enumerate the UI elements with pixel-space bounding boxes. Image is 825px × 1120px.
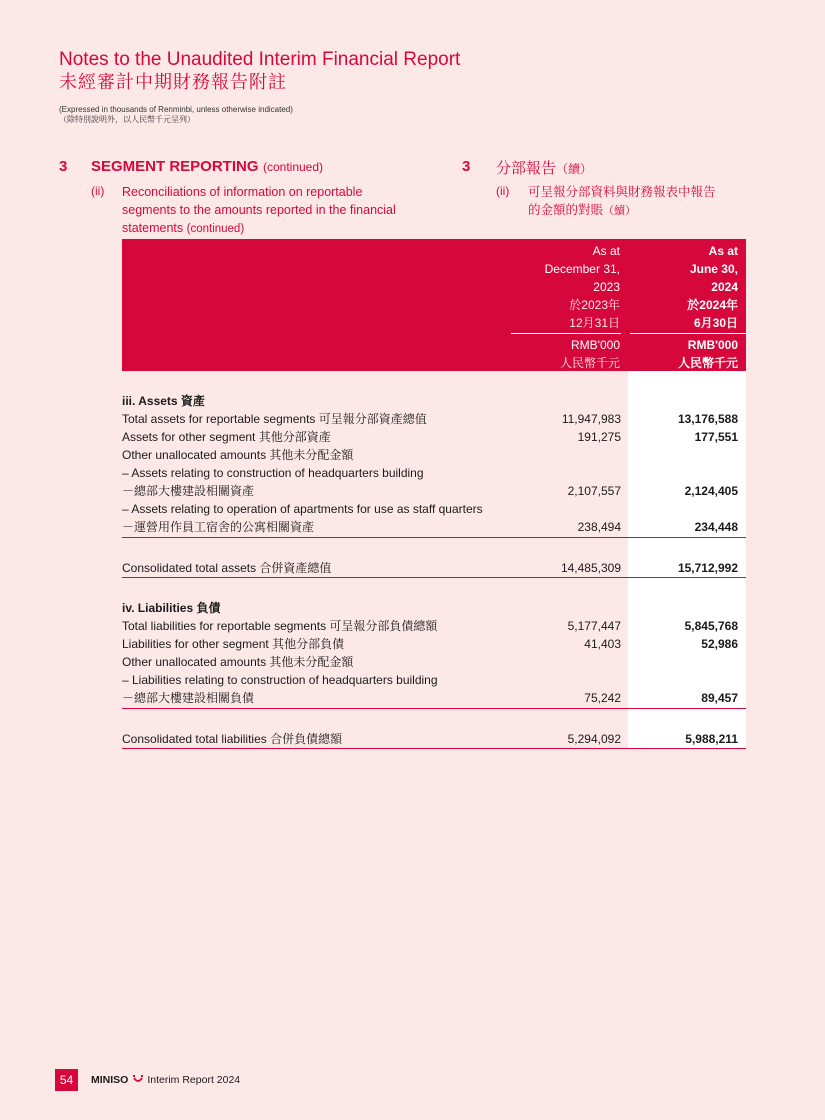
table-row: – Assets relating to construction of headquarters building (122, 466, 424, 480)
total-rule (122, 577, 746, 578)
table-row: – Assets relating to operation of apartments for use as staff quarters (122, 502, 483, 516)
subtotal-rule (122, 708, 746, 709)
table-row: Total liabilities for reportable segments 可呈報分部負債總額 5,177,447 5,845,768 (122, 619, 738, 633)
section-heading-en (91, 158, 323, 176)
report-name: Interim Report 2024 (147, 1074, 241, 1086)
table-row: – Liabilities relating to construction of headquarters building (122, 673, 438, 687)
table-row-total: Consolidated total assets 合併資產總值 14,485,309 15,712,992 (122, 561, 738, 575)
footer-brand (91, 1073, 240, 1089)
expressed-note (59, 105, 293, 125)
subsection-zh-line-2: 的金額的對賬（續） (528, 203, 637, 217)
expressed-note-en: (Expressed in thousands of Renminbi, unless otherwise indicated) (59, 105, 293, 114)
section-number-zh: 3 (462, 158, 471, 175)
table-row: Total assets for reportable segments 可呈報分部資產總值 11,947,983 13,176,588 (122, 412, 738, 426)
table-header (122, 239, 746, 371)
section-title-zh: 分部報告 (496, 160, 557, 177)
brand-name: MINISO (91, 1074, 129, 1086)
subsection-title-zh (528, 183, 716, 220)
subsection-line-3: statements (continued) (122, 221, 245, 235)
table-row: Liabilities for other segment 其他分部負債 41,403 52,986 (122, 637, 738, 651)
section-heading-zh (496, 157, 592, 178)
column-header-2024: As at June 30, 2024 於2024年 6月30日 (687, 244, 738, 330)
subsection-zh-line-1: 可呈報分部資料與財務報表中報告 (528, 185, 716, 199)
table-row: Other unallocated amounts 其他未分配金額 (122, 655, 354, 669)
table-row-total: Consolidated total liabilities 合併負債總額 5,294,092 5,988,211 (122, 732, 738, 746)
subtotal-rule (122, 537, 746, 538)
total-rule (122, 748, 746, 749)
subsection-number-en: (ii) (91, 184, 105, 198)
subsection-number-zh: (ii) (496, 184, 510, 198)
subsection-line-1: Reconciliations of information on reportable (122, 185, 363, 199)
section-number-en: 3 (59, 158, 68, 175)
smile-logo-icon (132, 1074, 144, 1089)
subsection-title-en (122, 183, 396, 238)
table-row: iii. Assets 資產 (122, 394, 205, 408)
column-unit-2024: RMB'000 人民幣千元 (677, 338, 738, 370)
table-row: Other unallocated amounts 其他未分配金額 (122, 448, 354, 462)
table-row: －運營用作員工宿舍的公寓相關資產 238,494 234,448 (122, 520, 738, 534)
header-divider-2023 (511, 333, 621, 334)
page-title-en: Notes to the Unaudited Interim Financial Report (59, 49, 461, 70)
expressed-note-zh: （除特別說明外，以人民幣千元呈列） (59, 115, 195, 124)
page-title-zh: 未經審計中期財務報告附註 (59, 72, 287, 92)
header-divider-2024 (630, 333, 746, 334)
table-row: Assets for other segment 其他分部資產 191,275 177,551 (122, 430, 738, 444)
section-continued-zh: （續） (556, 162, 593, 176)
page-number-badge: 54 (55, 1069, 78, 1091)
column-unit-2023: RMB'000 人民幣千元 (559, 338, 620, 370)
table-row: －總部大樓建設相關資產 2,107,557 2,124,405 (122, 484, 738, 498)
section-continued-en: (continued) (262, 160, 324, 174)
section-title-en: SEGMENT REPORTING (91, 158, 259, 175)
column-header-2023: As at December 31, 2023 於2023年 12月31日 (544, 244, 620, 330)
subsection-line-2: segments to the amounts reported in the financial (122, 203, 396, 217)
table-row: iv. Liabilities 負債 (122, 601, 221, 615)
table-row: －總部大樓建設相關負債 75,242 89,457 (122, 691, 738, 705)
